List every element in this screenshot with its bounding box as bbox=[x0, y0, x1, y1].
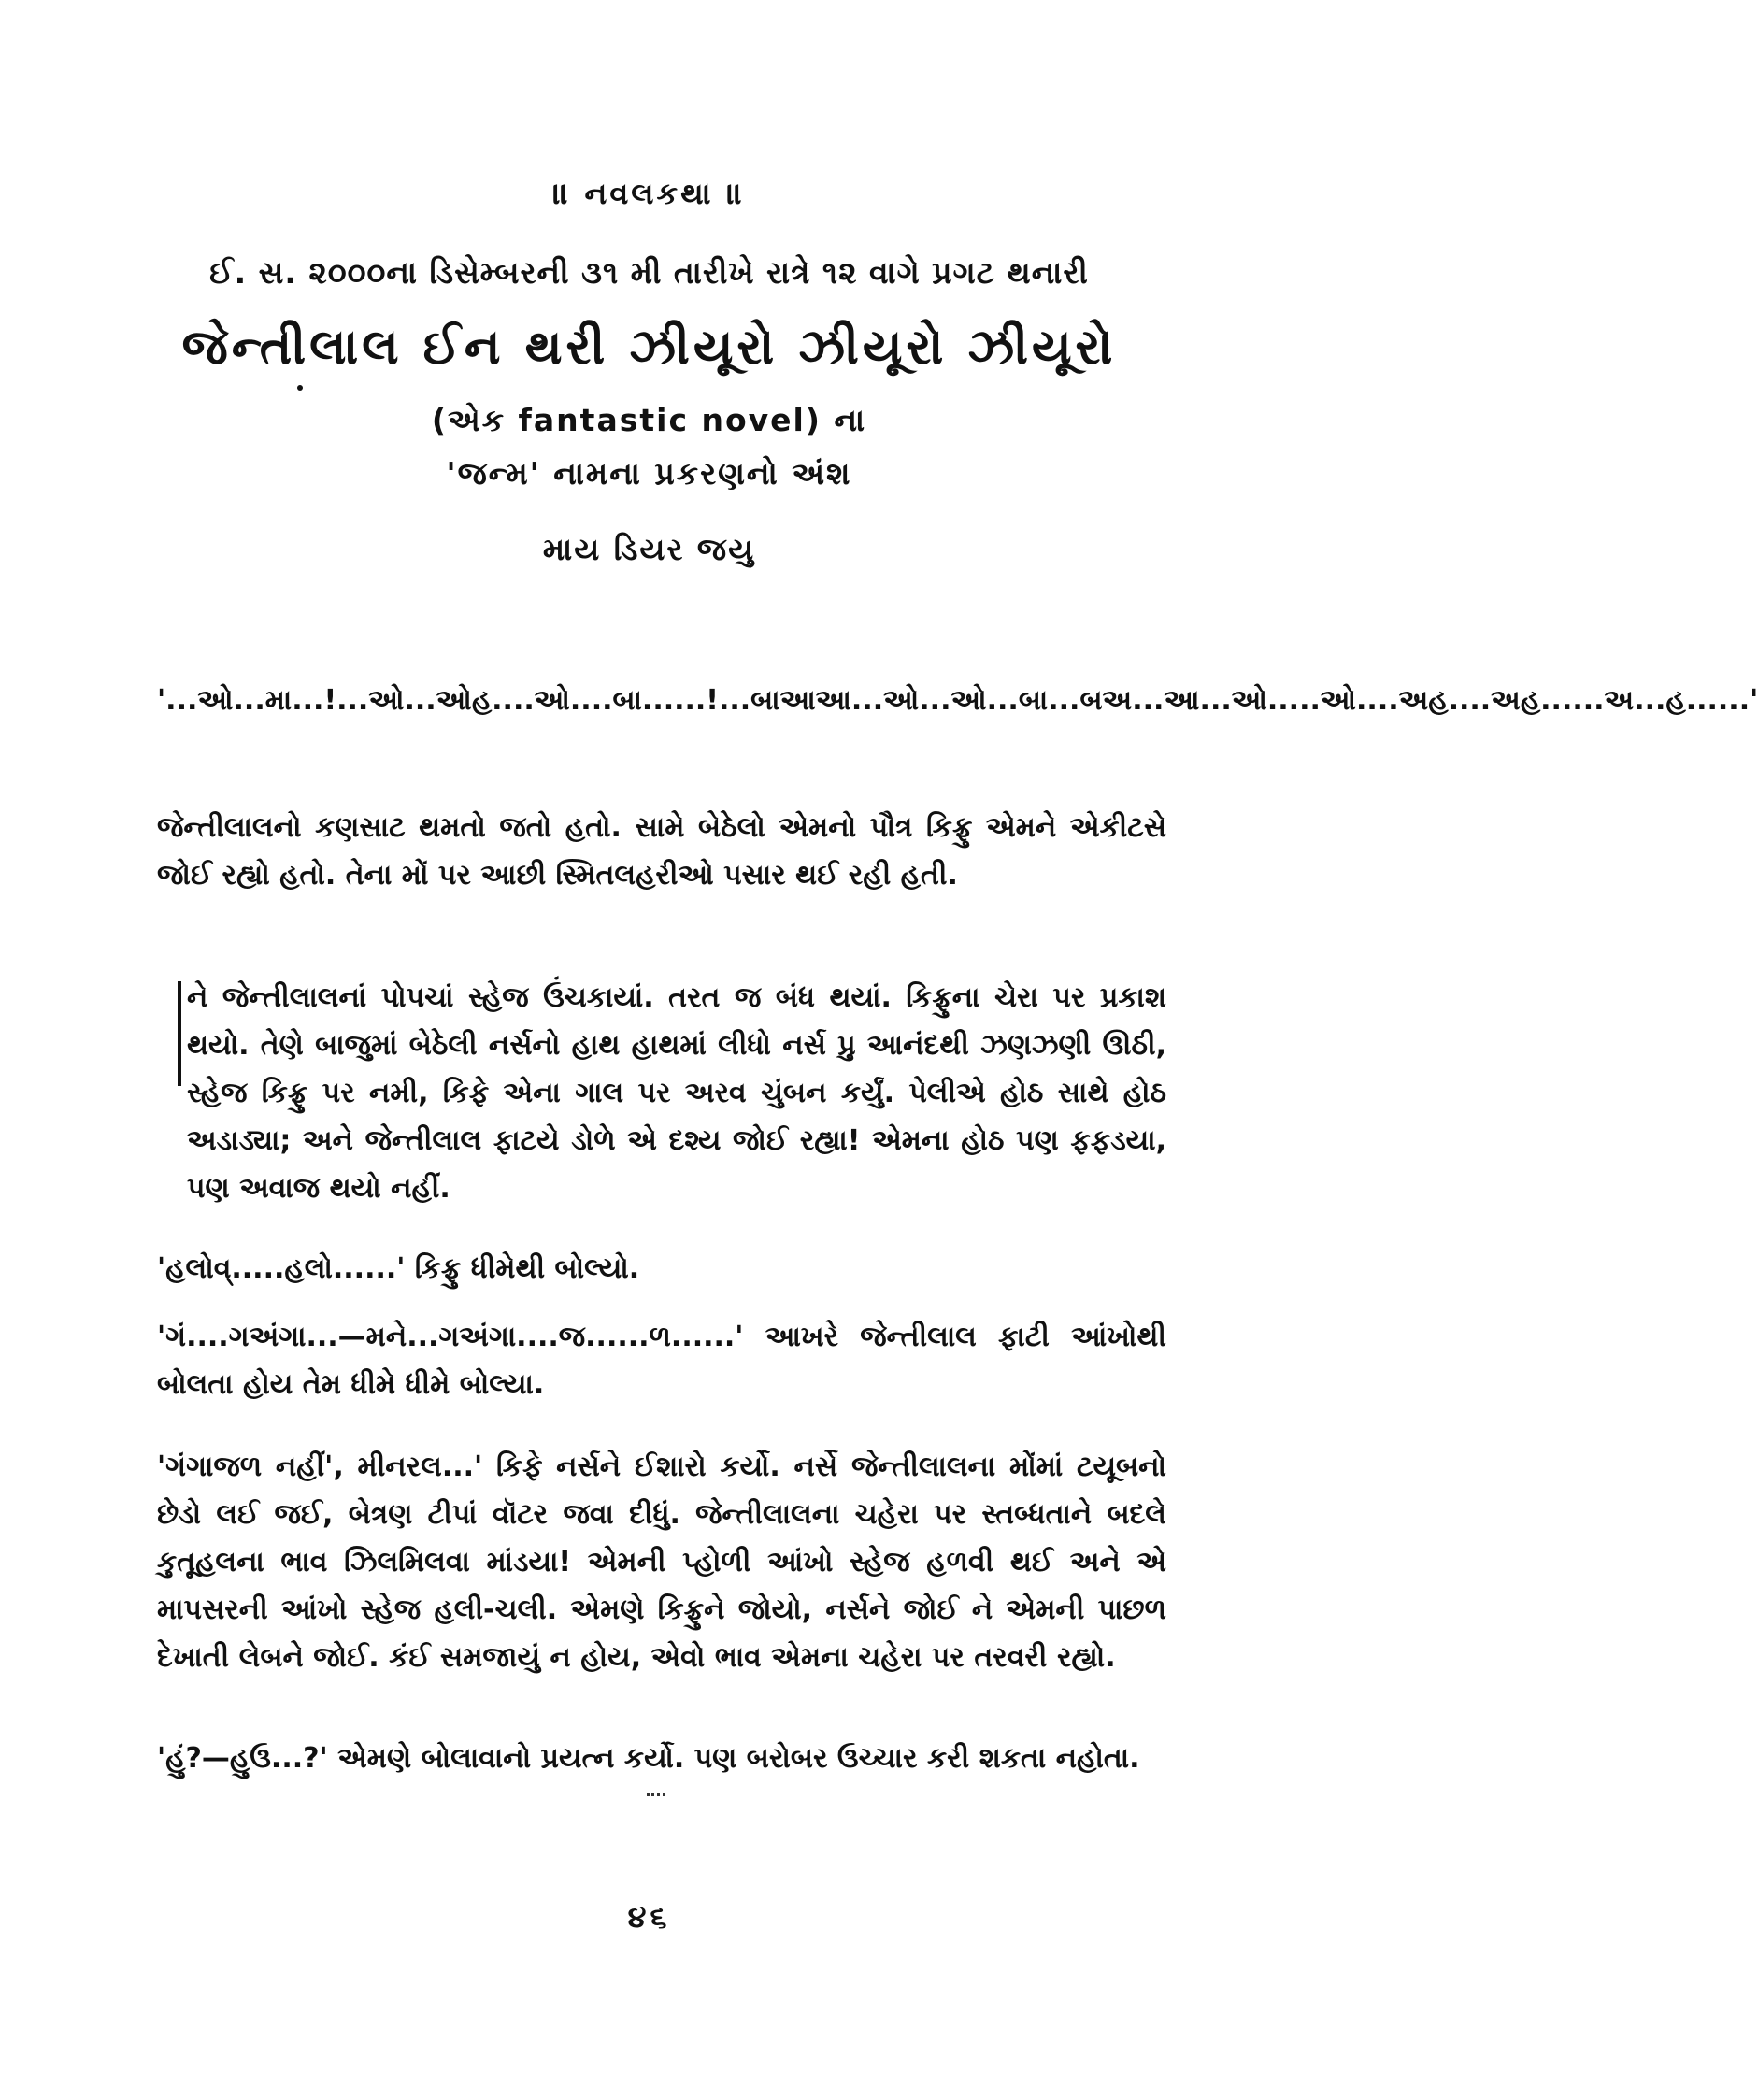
paragraph-3: ને જેન્તીલાલનાં પોપચાં સ્હેજ ઉંચકાયાં. તરત જ બંધ થયાં. કિફ્રુના ચેરા પર પ્રકાશ થયો. તેણે બાજુમાં બેઠેલી નર્સનો હાથ હાથમાં લીધો નર્સ પ્રુ આનંદથી ઝણઝણી ઊઠી, સ્હેજ કિફ્રુ પર નમી, કિફે એના ગાલ પર અરવ ચુંબન કર્યું. પેલીએ હોઠ સાથે હોઠ અડાડ્યા; અને જેન્તીલાલ ફાટયે ડોળે એ દશ્ય જોઈ રહ્યા! એમના હોઠ પણ ફફડયા, પણ અવાજ થયો નહીં. bbox=[187, 981, 1166, 1205]
paragraph-7: 'હું?—હુઉ...?' એમણે બોલાવાનો પ્રયત્ન કર્યો. પણ બરોબર ઉચ્ચાર કરી શકતા નહોતા. bbox=[157, 1742, 1140, 1775]
subtitle-line-2: 'જન્મ' નામના પ્રકરણનો અંશ bbox=[446, 455, 852, 492]
dedication: માય ડિયર જયુ bbox=[542, 531, 756, 567]
publication-note: ઈ. સ. ૨૦૦૦ના ડિસેમ્બરની ૩૧ મી તારીખે રાત્રે ૧૨ વાગે પ્રગટ થનારી bbox=[209, 254, 1089, 291]
page-number: ૪૬ bbox=[627, 1899, 671, 1935]
margin-bracket-mark bbox=[178, 981, 181, 1086]
novel-title: જેન્તીલાલ ઈન થરી ઝીયૂરો ઝીયૂરો ઝીયૂરો bbox=[181, 320, 1117, 376]
stray-dash-mark bbox=[647, 1793, 665, 1799]
paragraph-2: જેન્તીલાલનો કણસાટ થમતો જતો હતો. સામે બેઠેલો એમનો પૌત્ર કિફ્રુ એમને એકીટસે જોઈ રહ્યો હતો. તેના મોં પર આછી સ્મિતલહરીઓ પસાર થઈ રહી હતી. bbox=[157, 811, 1166, 892]
series-heading: ॥ નવલકથા ॥ bbox=[552, 176, 746, 211]
subtitle-line-1: (એક fantastic novel) ના bbox=[431, 402, 867, 438]
stray-dot-mark bbox=[297, 385, 303, 391]
paragraph-6: 'ગંગાજળ નહીં', મીનરલ...' કિફે નર્સને ઈશારો કર્યો. નર્સે જેન્તીલાલના મોંમાં ટયૂબનો છેડો લઈ જઈ, બેત્રણ ટીપાં વૉટર જવા દીધું. જેન્તીલાલના ચહેરા પર સ્તબ્ધતાને બદલે કુતૂહલના ભાવ ઝિલમિલવા માંડયા! એમની પ્હોળી આંખો સ્હેજ હળવી થઈ અને એ માપસરની આંખો સ્હેજ હલી-ચલી. એમણે કિફ્રુને જોયો, નર્સને જોઈ ને એમની પાછળ દેખાતી લેબને જોઈ. કંઈ સમજાયું ન હોય, એવો ભાવ એમના ચહેરા પર તરવરી રહ્યો. bbox=[157, 1450, 1166, 1674]
paragraph-4: 'હલોવ્.....હલો......' કિફ્રુ ધીમેથી બોલ્યો. bbox=[157, 1252, 640, 1285]
paragraph-1: '...ઓ...મા...!...ઓ...ઓહ....ઓ....બા......!...બાઆઆ...ઓ...ઓ...બા...બઅ...આ...ઓ.....ઓ....અહ....અહ......અ...હ......' bbox=[157, 684, 1758, 717]
paragraph-5: 'ગં....ગઅંગા...—મને...ગઅંગા....જ......ળ......' આખરે જેન્તીલાલ ફાટી આંખોથી બોલતા હોય તેમ ધીમે ધીમે બોલ્યા. bbox=[157, 1321, 1166, 1401]
